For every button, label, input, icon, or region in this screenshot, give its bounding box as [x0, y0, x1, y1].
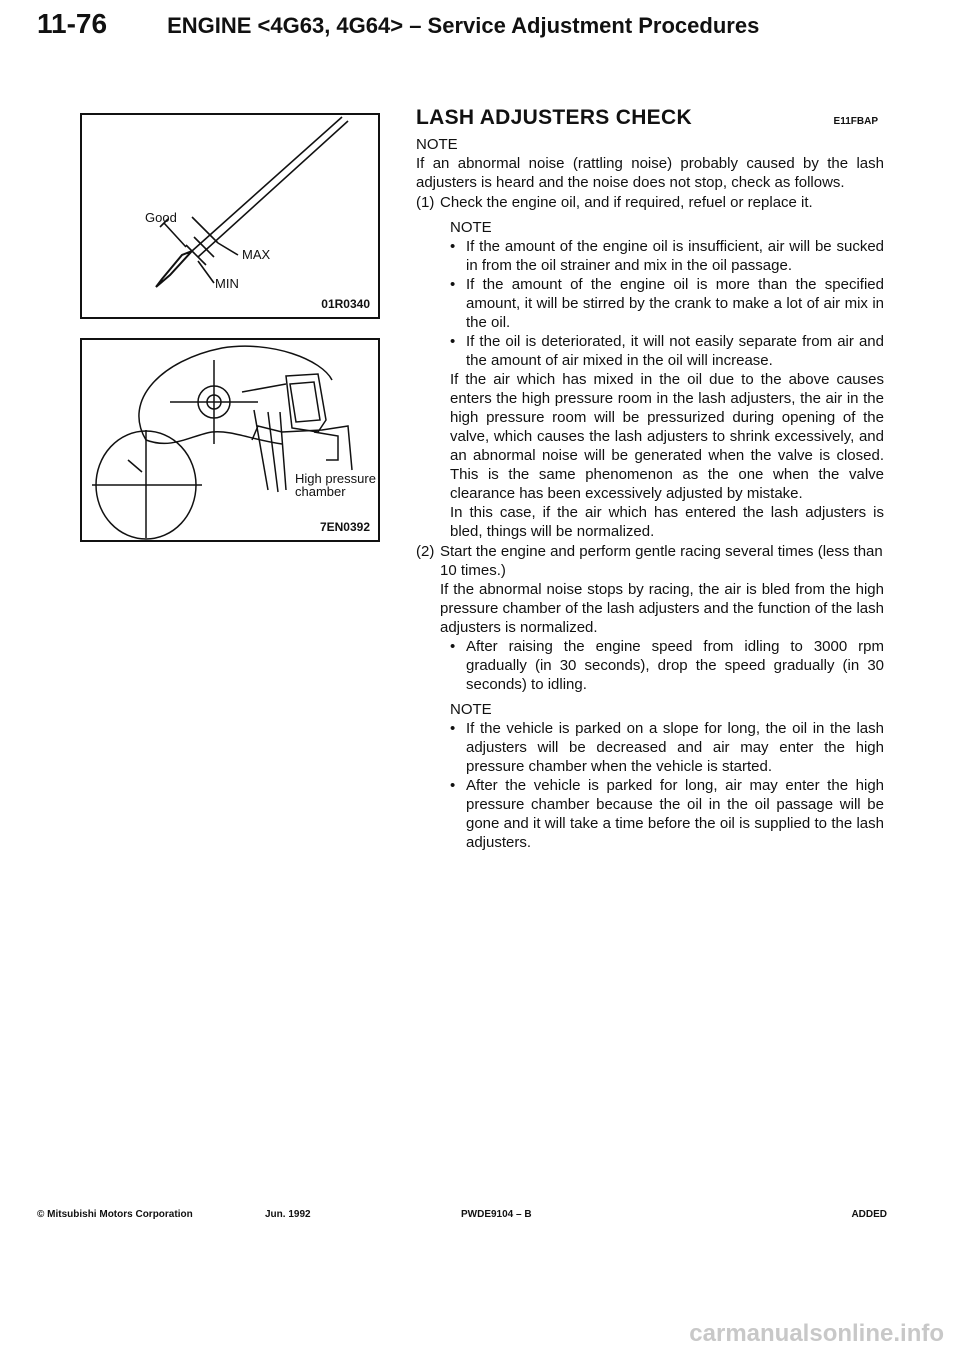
note-label: NOTE [450, 701, 492, 718]
bullet-text: If the amount of the engine oil is insufficient, air will be sucked in from the oil strainer and mix in the oil passage. [466, 238, 884, 274]
list-item: • If the amount of the engine oil is more than the specified amount, it will be stirred by the crank to make a lot of air mix in the oil. [450, 276, 884, 331]
list-item: • If the vehicle is parked on a slope for long, the oil in the lash adjusters will be decreased and air may enter the high pressure chamber when the vehicle is started. [450, 720, 884, 775]
paragraph: If the air which has mixed in the oil due to the above causes enters the high pressure room in the lash adjusters, the air in the high pressure room will be pressurized during opening of the valve, which causes the lash adjusters to shrink excessively, and an abnormal noise will be generated when the valve is closed. This is the same phenomenon as the one when the valve clearance has been excessively adjusted by mistake. [450, 371, 884, 502]
list-item: • After the vehicle is parked for long, air may enter the high pressure chamber because the oil in the oil passage will be gone and it will take a time before the oil is supplied to the lash adjusters. [450, 777, 884, 851]
bullet-text: If the amount of the engine oil is more than the specified amount, it will be stirred by the crank to make a lot of air mix in the oil. [466, 276, 884, 331]
header-title: ENGINE <4G63, 4G64> – Service Adjustment Procedures [167, 13, 760, 38]
label-min: MIN [215, 276, 239, 291]
footer-date: Jun. 1992 [265, 1209, 311, 1220]
watermark: carmanualsonline.info [689, 1320, 944, 1347]
note-label: NOTE [416, 136, 458, 153]
bullet-text: After raising the engine speed from idling to 3000 rpm gradually (in 30 seconds), drop the speed gradually (in 30 seconds) to idling. [466, 638, 884, 693]
step-2-body [440, 580, 884, 852]
figure-code: 01R0340 [321, 297, 370, 311]
paragraph: In this case, if the air which has entered the lash adjusters is bled, things will be normalized. [450, 504, 884, 540]
rocker-arm-illustration [82, 340, 378, 540]
list-item: • After raising the engine speed from idling to 3000 rpm gradually (in 30 seconds), drop the speed gradually (in 30 seconds) to idling. [450, 638, 884, 693]
footer-copyright: © Mitsubishi Motors Corporation [37, 1209, 193, 1220]
step-1 [416, 193, 884, 212]
label-chamber: chamber [295, 484, 346, 499]
footer-doc-code: PWDE9104 – B [461, 1209, 532, 1220]
section-code: E11FBAP [833, 116, 878, 127]
footer-status: ADDED [851, 1209, 887, 1220]
step-text: Check the engine oil, and if required, refuel or replace it. [440, 194, 813, 211]
list-item: • If the oil is deteriorated, it will not easily separate from air and the amount of air mixed in the oil will increase. [450, 333, 884, 369]
label-high-pressure: High pressure [295, 471, 376, 486]
section-heading: LASH ADJUSTERS CHECK [416, 106, 692, 129]
paragraph: If the abnormal noise stops by racing, the air is bled from the high pressure chamber of the lash adjusters and the function of the lash adjusters is normalized. [440, 581, 884, 636]
page-header [37, 8, 759, 42]
list-item: • If the amount of the engine oil is insufficient, air will be sucked in from the oil strainer and mix in the oil passage. [450, 238, 884, 274]
label-max: MAX [242, 247, 271, 262]
page-number: 11-76 [37, 8, 108, 39]
step-text: Start the engine and perform gentle racing several times (less than 10 times.) [440, 543, 883, 579]
label-good: Good [145, 210, 177, 225]
note-label: NOTE [450, 219, 492, 236]
step-number: (1) [416, 194, 435, 211]
step-2 [416, 542, 884, 580]
figure-code: 7EN0392 [319, 520, 370, 534]
step-1-body [440, 218, 884, 541]
bullet-text: If the vehicle is parked on a slope for long, the oil in the lash adjusters will be decreased and air may enter the high pressure chamber when the vehicle is started. [466, 720, 884, 775]
figure-dipstick [80, 113, 380, 319]
intro-text: If an abnormal noise (rattling noise) probably caused by the lash adjusters is heard and the noise does not stop, check as follows. [416, 155, 884, 191]
figure-lash-adjuster [80, 338, 380, 542]
bullet-text: After the vehicle is parked for long, air may enter the high pressure chamber because the oil in the oil passage will be gone and it will take a time before the oil is supplied to the lash adjusters. [466, 777, 884, 851]
bullet-text: If the oil is deteriorated, it will not easily separate from air and the amount of air mixed in the oil will increase. [466, 333, 884, 369]
section-title [416, 108, 884, 131]
step-number: (2) [416, 543, 435, 560]
section-content [416, 108, 884, 852]
